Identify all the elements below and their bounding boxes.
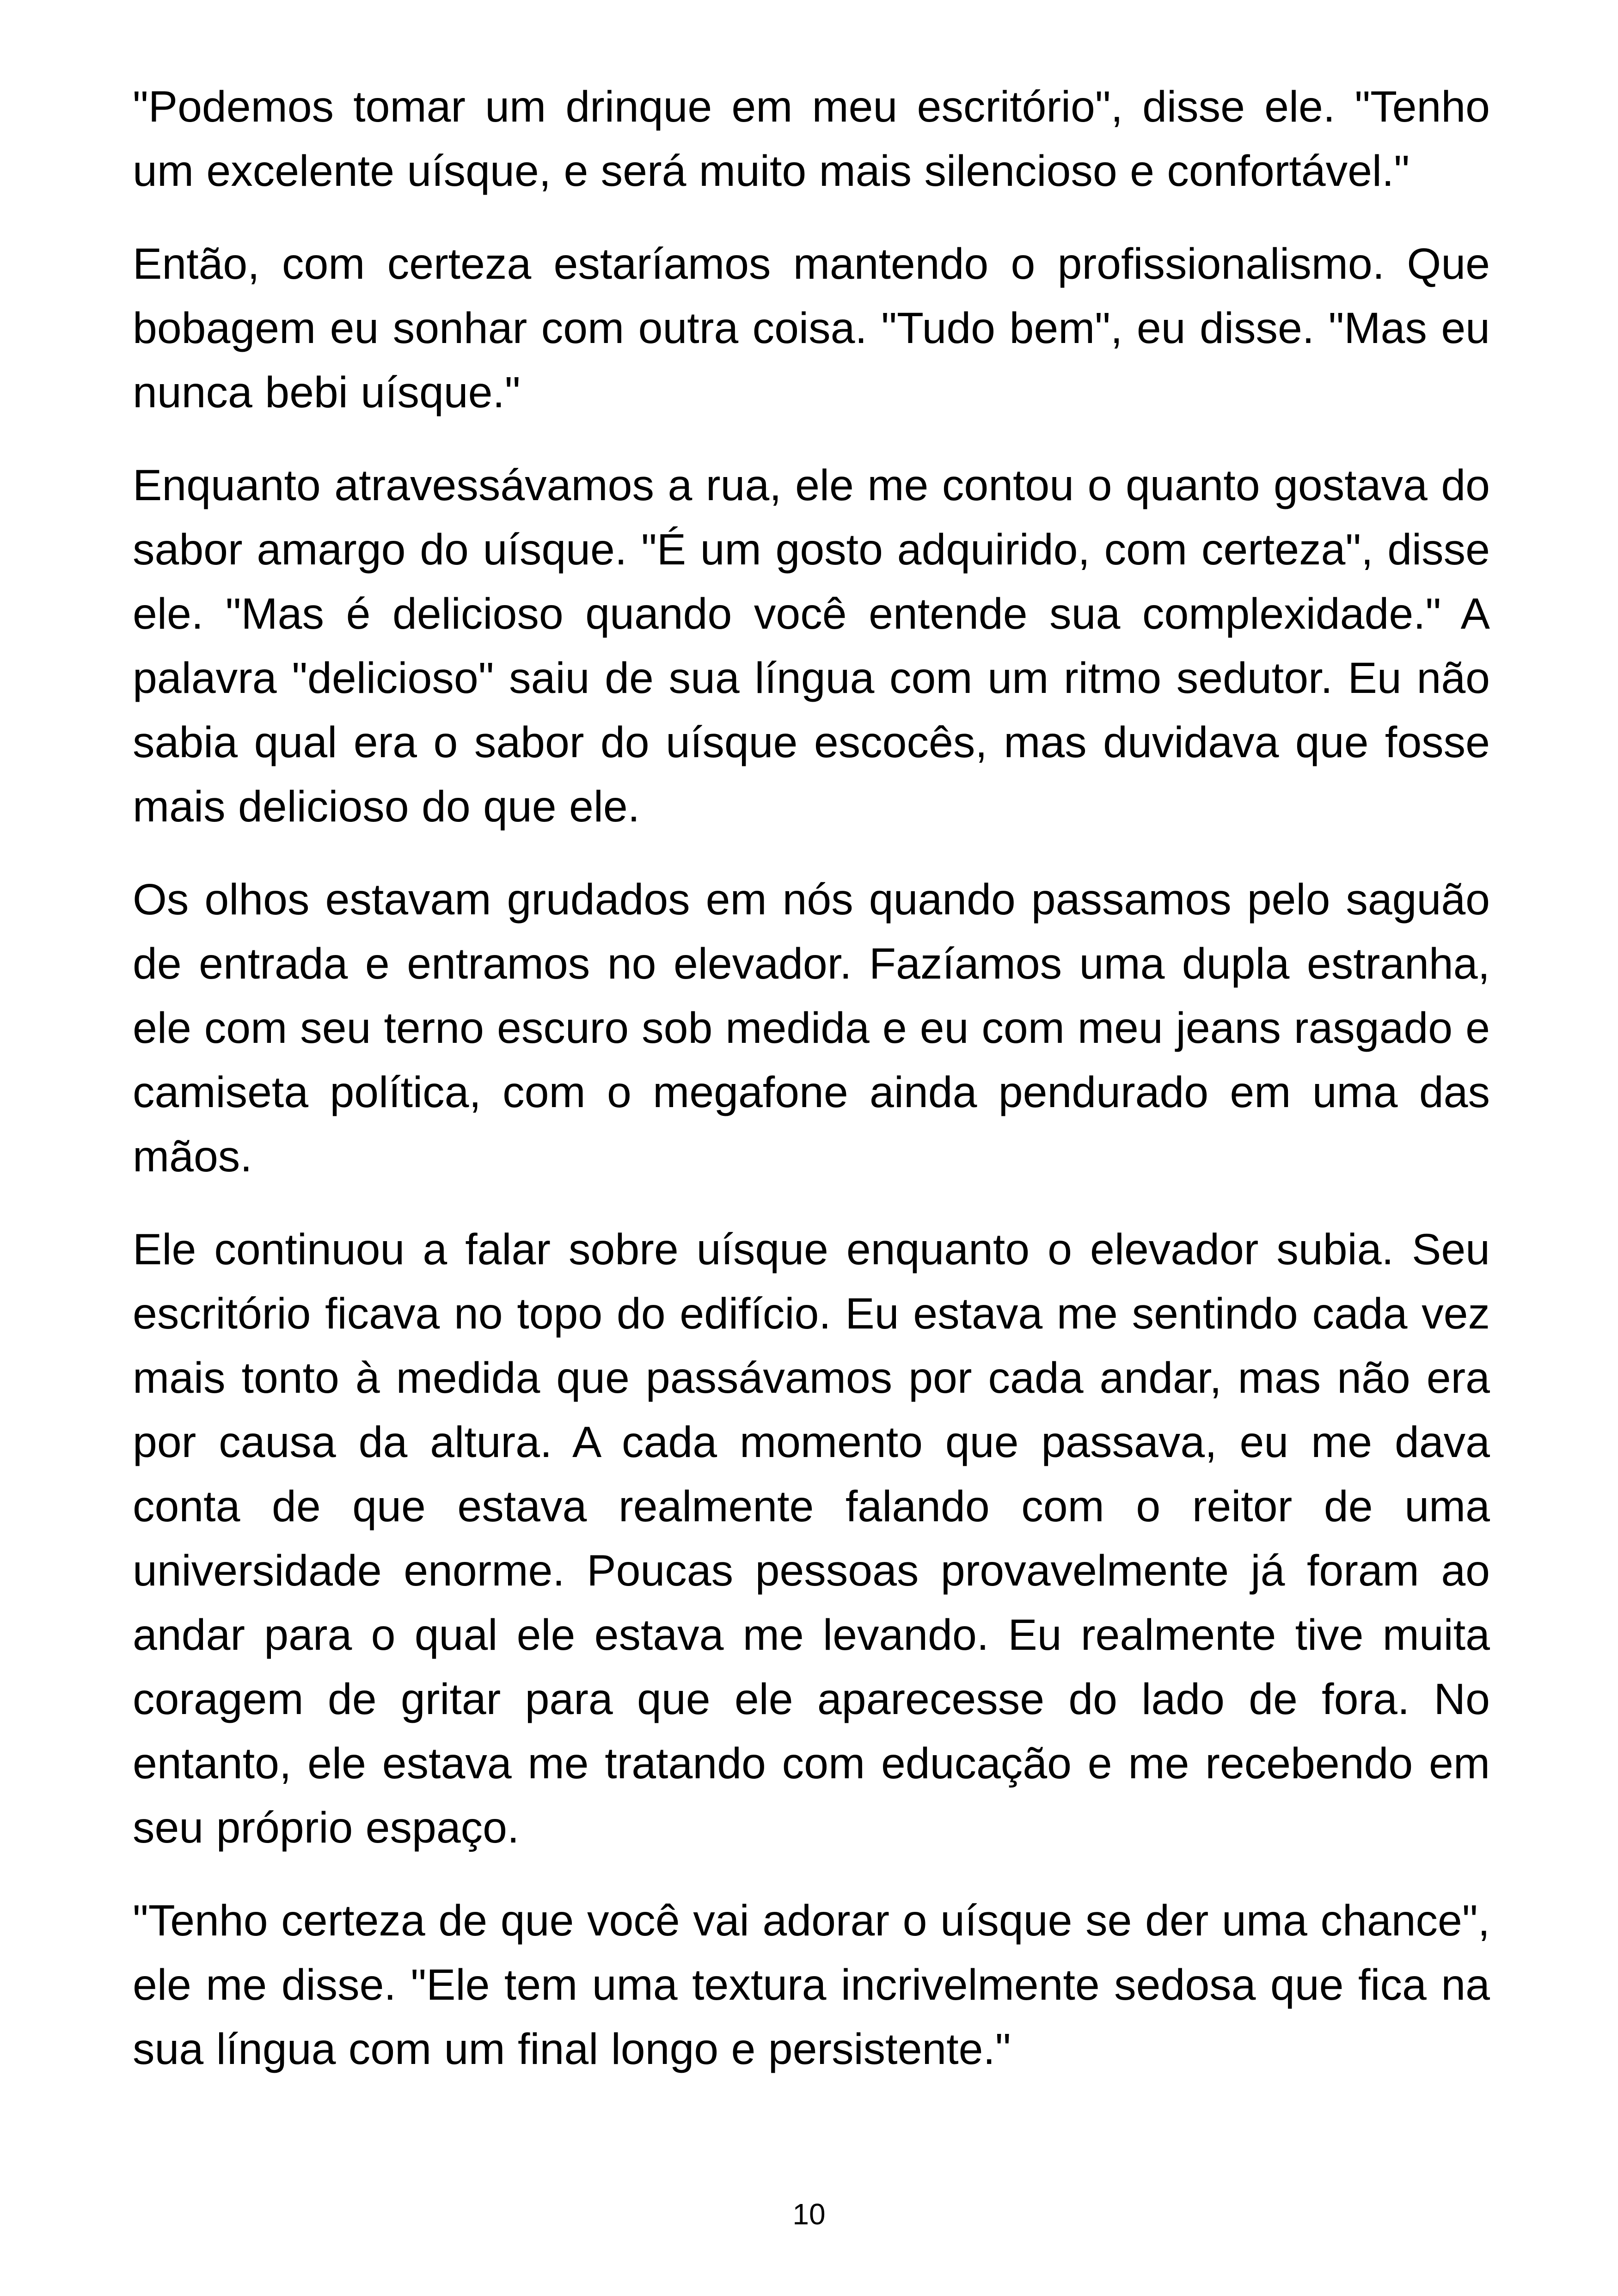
page-number: 10 <box>792 2198 826 2231</box>
paragraph: Ele continuou a falar sobre uísque enquanto o elevador subia. Seu escritório ficava no topo do edifício. Eu estava me sentindo cada vez mais tonto à medida que passávamos por cada andar, mas não era por causa da altura. A cada momento que passava, eu me dava conta de que estava realmente falando com o reitor de uma universidade enorme. Poucas pessoas provavelmente já foram ao andar para o qual ele estava me levando. Eu realmente tive muita coragem de gritar para que ele aparecesse do lado de fora. No entanto, ele estava me tratando com educação e me recebendo em seu próprio espaço. <box>133 1225 1490 1852</box>
paragraph: "Podemos tomar um drinque em meu escritório", disse ele. "Tenho um excelente uísque, e será muito mais silencioso e confortável." <box>133 82 1490 196</box>
paragraph: Então, com certeza estaríamos mantendo o profissionalismo. Que bobagem eu sonhar com outra coisa. "Tudo bem", eu disse. "Mas eu nunca bebi uísque." <box>133 239 1490 417</box>
paragraph: Os olhos estavam grudados em nós quando passamos pelo saguão de entrada e entramos no elevador. Fazíamos uma dupla estranha, ele com seu terno escuro sob medida e eu com meu jeans rasgado e camiseta política, com o megafone ainda pendurado em uma das mãos. <box>133 875 1490 1181</box>
paragraph: Enquanto atravessávamos a rua, ele me contou o quanto gostava do sabor amargo do uísque. "É um gosto adquirido, com certeza", disse ele. "Mas é delicioso quando você entende sua complexidade." A palavra "delicioso" saiu de sua língua com um ritmo sedutor. Eu não sabia qual era o sabor do uísque escocês, mas duvidava que fosse mais delicioso do que ele. <box>133 461 1490 831</box>
paragraph: "Tenho certeza de que você vai adorar o uísque se der uma chance", ele me disse. "Ele tem uma textura incrivelmente sedosa que fica na sua língua com um final longo e persistente." <box>133 1896 1490 2074</box>
body-text <box>133 75 1490 2110</box>
